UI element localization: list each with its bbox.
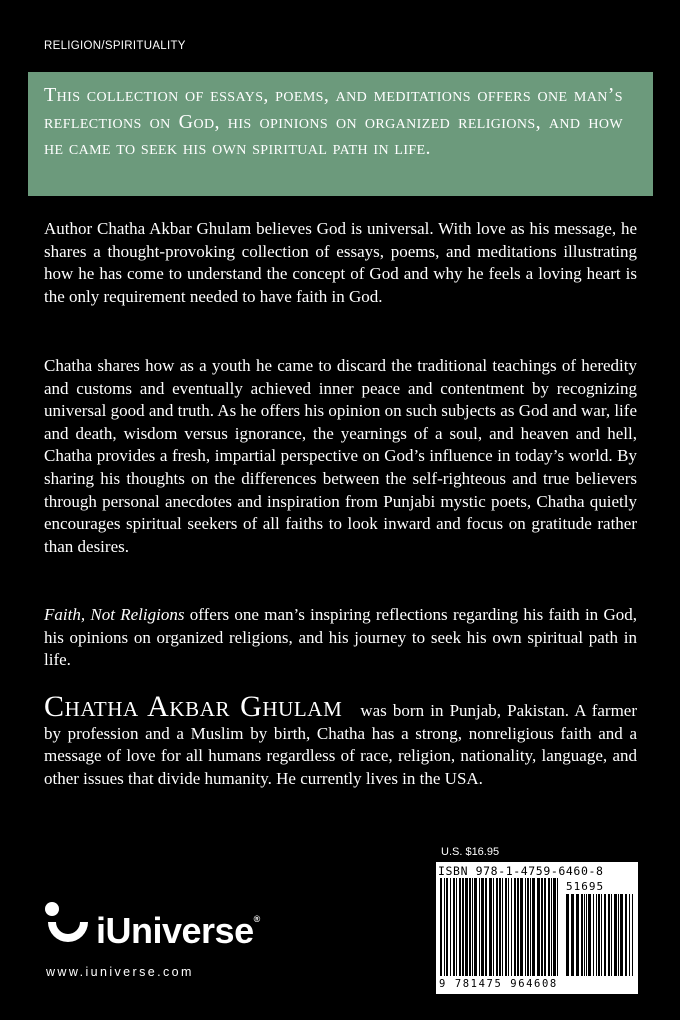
- price-label: U.S. $16.95: [441, 846, 500, 858]
- category-label: RELIGION/SPIRITUALITY: [44, 40, 186, 52]
- blurb-box: [28, 72, 653, 196]
- description-paragraph-3: [44, 604, 637, 672]
- price-code-text: 51695: [566, 880, 605, 893]
- publisher-name: iUniverse®: [96, 910, 260, 951]
- author-bio: [44, 690, 637, 790]
- iuniverse-logo-icon: [42, 900, 94, 962]
- description-paragraph-2: Chatha shares how as a youth he came to discard the traditional teachings of heredity and customs and eventually achieved inner peace and contentment by recognizing universal good and truth. As he offers his opinion on such subjects as God and war, life and death, wisdom versus ignorance, the yearnings of a soul, and heaven and hell, Chatha provides a fresh, impartial perspective on God’s influence in today’s world. By sharing his thoughts on the differences between the self-righteous and true believers through personal anecdotes and inspiration from Punjabi mystic poets, Chatha quietly encourages spiritual seekers of all faiths to look inward and focus on gratitude rather than desires.: [44, 356, 637, 556]
- author-bio-text: was born in Punjab, Pakistan. A farmer by profession and a Muslim by birth, Chatha has a strong, nonreligious faith and a message of love for all humans regardless of race, religion, nationality, language, and other issues that divide humanity. He currently lives in the USA.: [44, 701, 637, 788]
- publisher-logo: [42, 898, 282, 968]
- isbn-text: ISBN 978-1-4759-6460-8: [438, 864, 604, 878]
- barcode-bars: [436, 878, 638, 978]
- author-name: Chatha Akbar Ghulam: [44, 690, 343, 723]
- publisher-url: www.iuniverse.com: [46, 965, 194, 979]
- paragraph-3-text: offers one man’s inspiring reflections regarding his faith in God, his opinions on organized religions, and his journey to seek his own spiritual path in life.: [44, 605, 638, 670]
- blurb-text: This collection of essays, poems, and meditations offers one man’s reflections on God, his opinions on organized religions, and how he came to seek his own spiritual path in life.: [44, 84, 623, 159]
- book-title-italic: Faith, Not Religions: [44, 605, 185, 624]
- description-paragraph-1: Author Chatha Akbar Ghulam believes God is universal. With love as his message, he shares a thought-provoking collection of essays, poems, and meditations illustrating how he has come to understand the concept of God and why he feels a loving heart is the only requirement needed to have faith in God.: [44, 219, 637, 306]
- barcode-digits: 9 781475 964608: [439, 978, 558, 990]
- barcode-block: [436, 862, 638, 994]
